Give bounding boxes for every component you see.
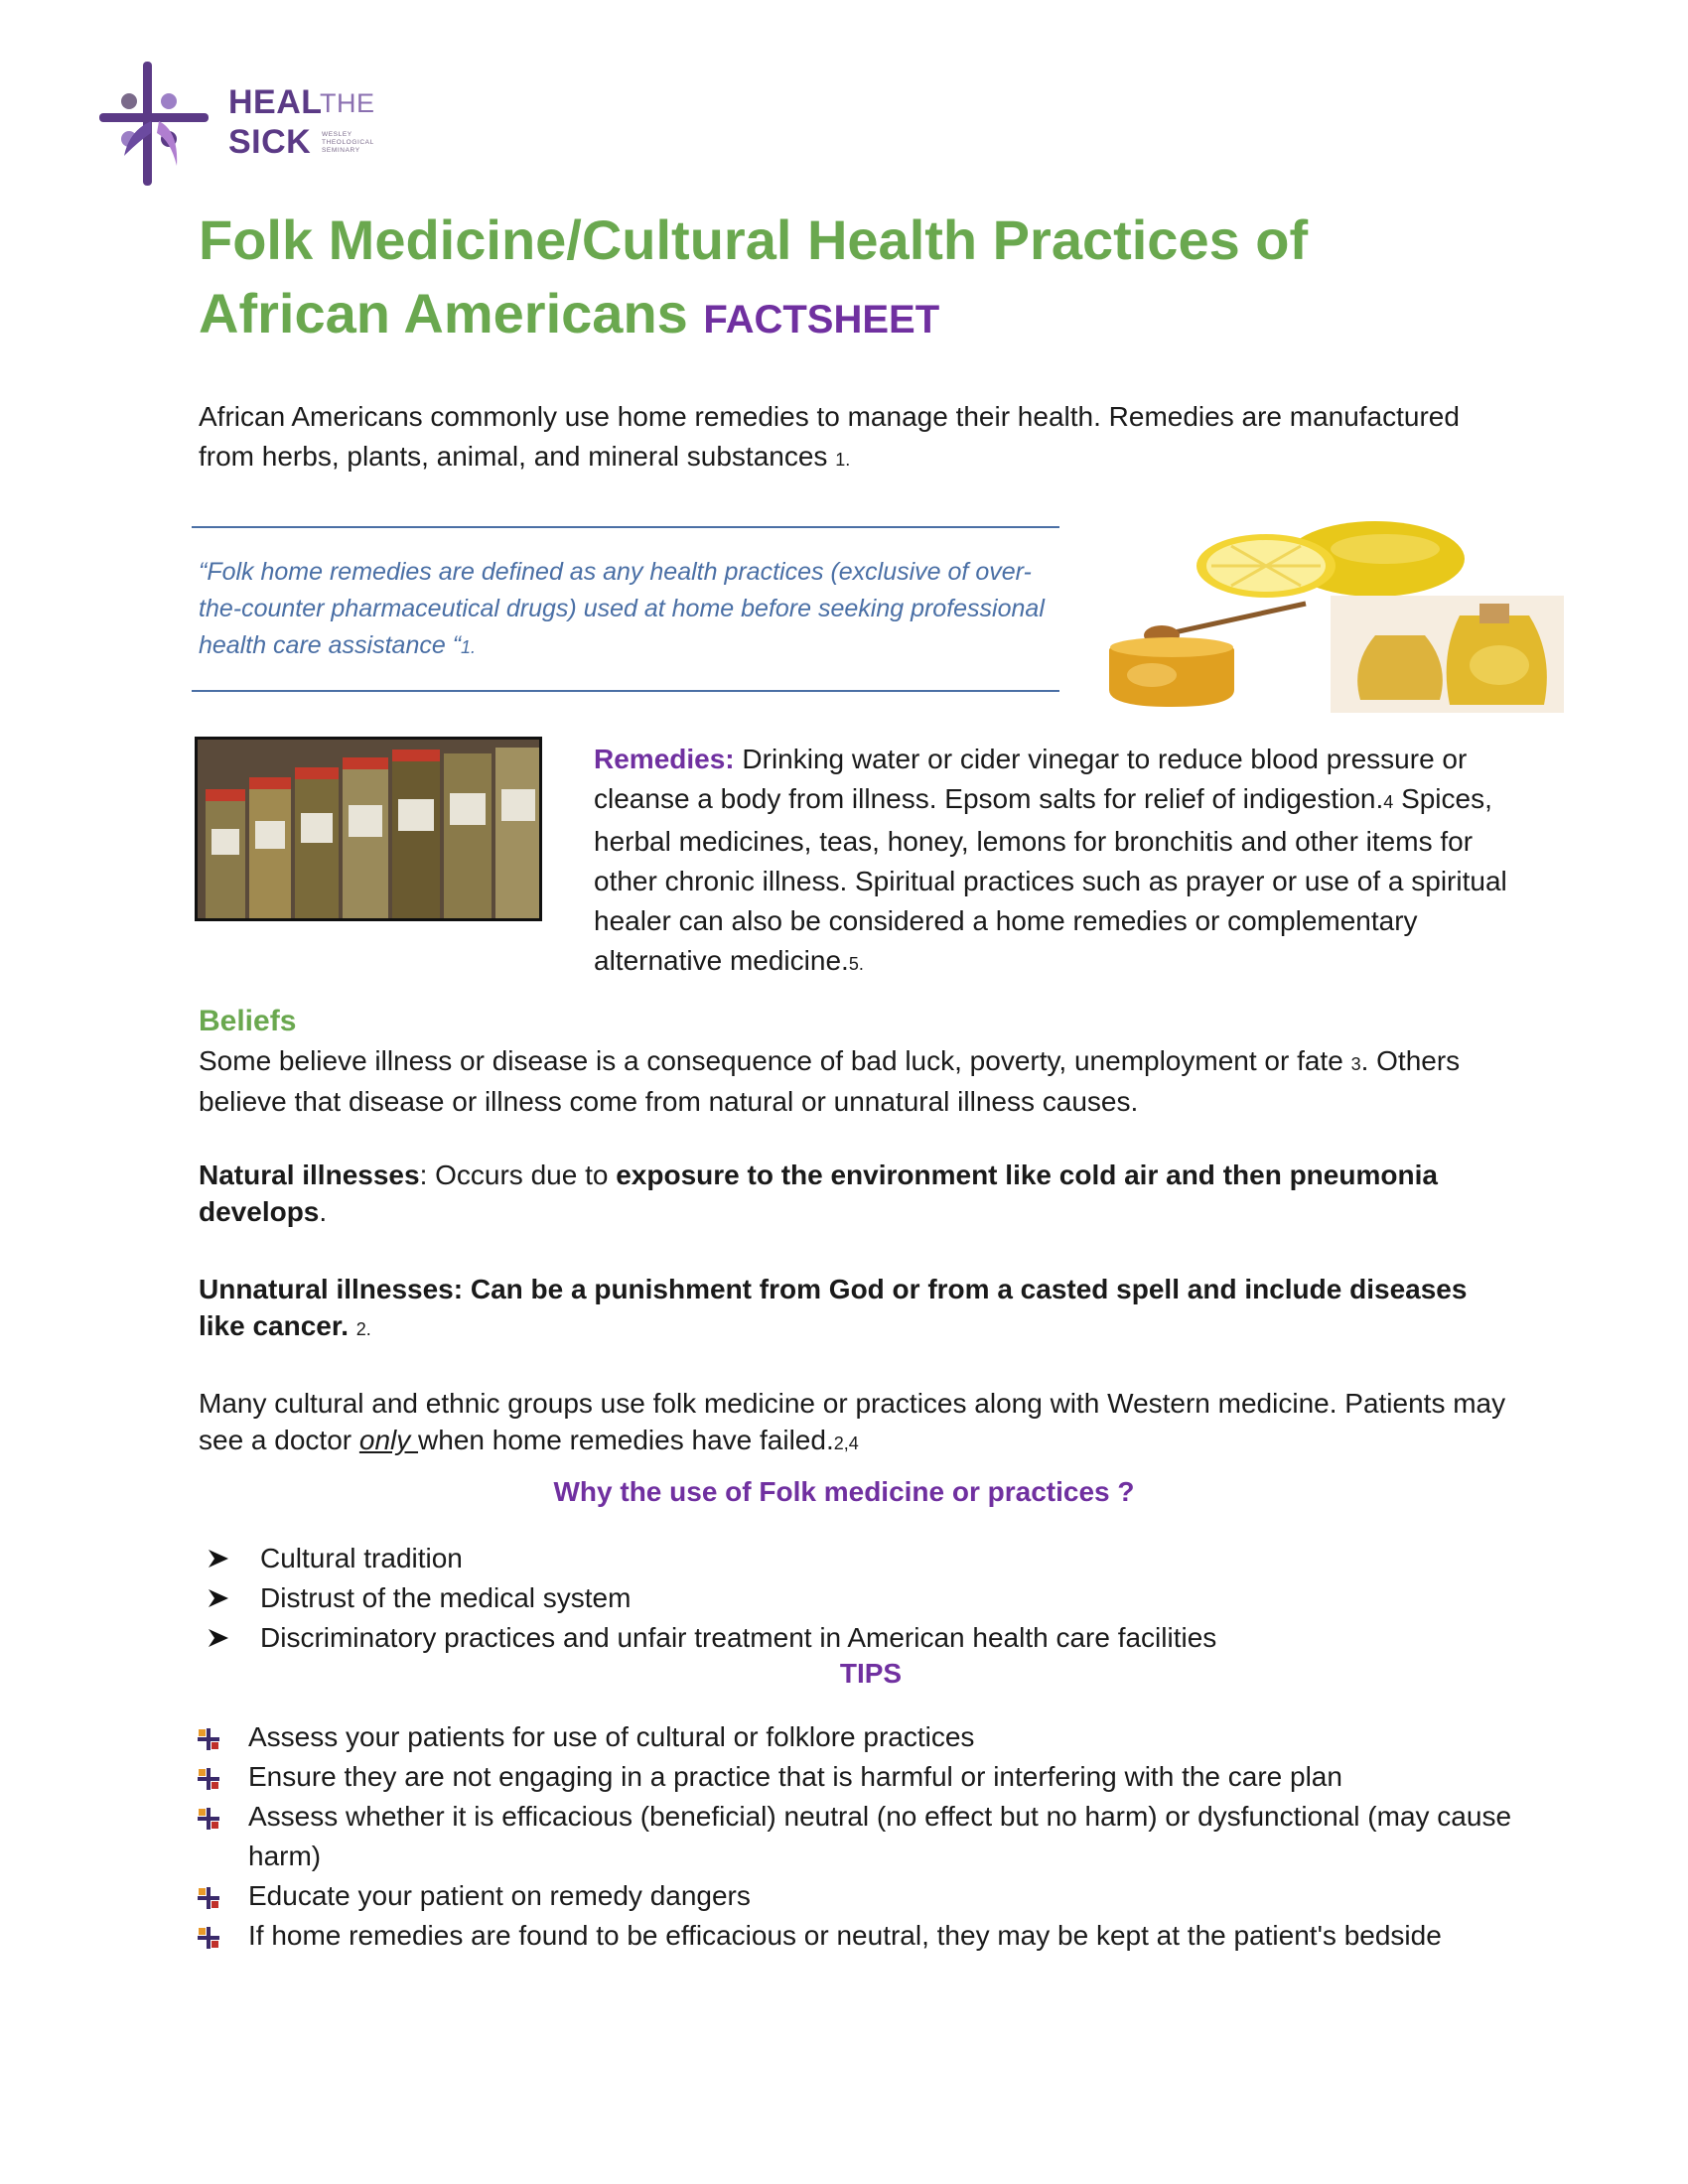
list-item (209, 1618, 1499, 1658)
unnatural-ref: 2. (355, 1319, 371, 1339)
cross-bullet-icon (197, 1727, 220, 1751)
natural-text: Occurs due to (427, 1160, 617, 1190)
cross-bullet-icon (197, 1767, 220, 1791)
cross-bullet-icon (197, 1926, 220, 1950)
tip-item-text: Educate your patient on remedy dangers (248, 1880, 751, 1911)
oil-bottles-image (1331, 596, 1564, 713)
natural-end: . (319, 1196, 328, 1227)
quote-text: “Folk home remedies are defined as any health practices (exclusive of over-the-counter pharmaceutical drugs) used at home before seeking professional health care assistance “ (199, 558, 1045, 659)
many-text-2: when home remedies have failed. (418, 1425, 834, 1455)
why-item-text: Distrust of the medical system (260, 1582, 632, 1613)
arrowhead-bullet-icon (209, 1589, 228, 1607)
logo-heal-text: HEAL (228, 83, 323, 121)
many-ref: 2,4 (833, 1433, 859, 1453)
unnatural-bold: Unnatural illnesses: Can be a punishment from God or from a casted spell and include diseases like cancer. (199, 1274, 1468, 1341)
heal-the-sick-logo (99, 62, 387, 191)
remedies-text-2: Spices, herbal medicines, teas, honey, lemons for bronchitis and other items for other chronic illness. Spiritual practices such as prayer or use of a spiritual healer can also be considered a home remedies or complementary alternative medicine. (594, 783, 1507, 976)
western-medicine-paragraph (199, 1385, 1509, 1462)
intro-ref: 1. (835, 450, 851, 470)
herb-jars-illustration (198, 740, 539, 918)
beliefs-text-2: . Others believe that disease or illness come from natural or unnatural illness causes. (199, 1045, 1461, 1117)
arrowhead-bullet-icon (209, 1629, 228, 1647)
beliefs-ref: 3 (1350, 1054, 1361, 1074)
quote-bottom-divider (192, 690, 1059, 692)
why-heading: Why the use of Folk medicine or practices ? (553, 1476, 1135, 1507)
tip-item-text: Assess your patients for use of cultural or folklore practices (248, 1721, 975, 1752)
lemons-image (1192, 504, 1470, 604)
remedies-ref-2: 5. (848, 954, 864, 974)
quote-ref: 1. (461, 637, 477, 657)
cross-people-icon (99, 62, 209, 186)
intro-paragraph (199, 397, 1489, 479)
factsheet-tag: FACTSHEET (703, 298, 940, 341)
remedies-text-1: Drinking water or cider vinegar to reduce blood pressure or cleanse a body from illness. Epsom salts for relief of indigestion. (594, 744, 1468, 814)
honey-jar-image (1097, 596, 1311, 710)
tips-list (197, 1717, 1527, 1956)
unnatural-illnesses-paragraph (199, 1271, 1509, 1348)
logo-the-text: THE (320, 88, 375, 118)
natural-illnesses-paragraph (199, 1157, 1509, 1230)
list-item (209, 1539, 1499, 1578)
list-item (197, 1876, 1527, 1916)
title-line-2 (199, 277, 1549, 356)
only-emphasis: only (358, 1425, 419, 1455)
list-item (197, 1717, 1527, 1757)
tip-item-text: Ensure they are not engaging in a practice that is harmful or interfering with the care plan (248, 1761, 1342, 1792)
tip-item-text: Assess whether it is efficacious (beneficial) neutral (no effect but no harm) or dysfunctional (may cause harm) (248, 1801, 1512, 1871)
why-item-text: Cultural tradition (260, 1543, 463, 1573)
quote-top-divider (192, 526, 1059, 528)
tip-item-text: If home remedies are found to be efficacious or neutral, they may be kept at the patient's bedside (248, 1920, 1442, 1951)
natural-label: Natural illnesses (199, 1160, 420, 1190)
title-line-2-text: African Americans (199, 282, 688, 344)
herb-jars-image (195, 737, 542, 921)
page-title (199, 204, 1549, 356)
why-list (209, 1539, 1499, 1658)
tips-heading: TIPS (839, 1658, 903, 1689)
definition-quote (199, 554, 1062, 666)
list-item (209, 1578, 1499, 1618)
beliefs-text-1: Some believe illness or disease is a consequence of bad luck, poverty, unemployment or fate (199, 1045, 1343, 1076)
natural-colon: : (419, 1160, 428, 1190)
logo-subtitle: WESLEY THEOLOGICAL SEMINARY (322, 131, 374, 154)
title-line-1: Folk Medicine/Cultural Health Practices of (199, 208, 1309, 271)
beliefs-paragraph (199, 1042, 1509, 1120)
list-item (197, 1916, 1527, 1956)
arrowhead-bullet-icon (209, 1550, 228, 1568)
list-item (197, 1797, 1527, 1876)
intro-text: African Americans commonly use home remedies to manage their health. Remedies are manufactured from herbs, plants, animal, and mineral substances (199, 401, 1460, 472)
many-text-1: Many cultural and ethnic groups use folk medicine or practices along with Western medicine. Patients may see a doctor (199, 1388, 1506, 1455)
cross-bullet-icon (197, 1807, 220, 1831)
list-item (197, 1757, 1527, 1797)
why-item-text: Discriminatory practices and unfair treatment in American health care facilities (260, 1622, 1217, 1653)
beliefs-heading: Beliefs (199, 1005, 297, 1037)
natural-bold: exposure to the environment like cold air and then pneumonia develops (199, 1160, 1438, 1227)
cross-bullet-icon (197, 1886, 220, 1910)
remedies-label: Remedies: (594, 744, 735, 774)
logo-sick-text: SICK (228, 123, 312, 161)
remedies-ref-1: 4 (1383, 792, 1394, 812)
remedies-paragraph (594, 740, 1507, 984)
